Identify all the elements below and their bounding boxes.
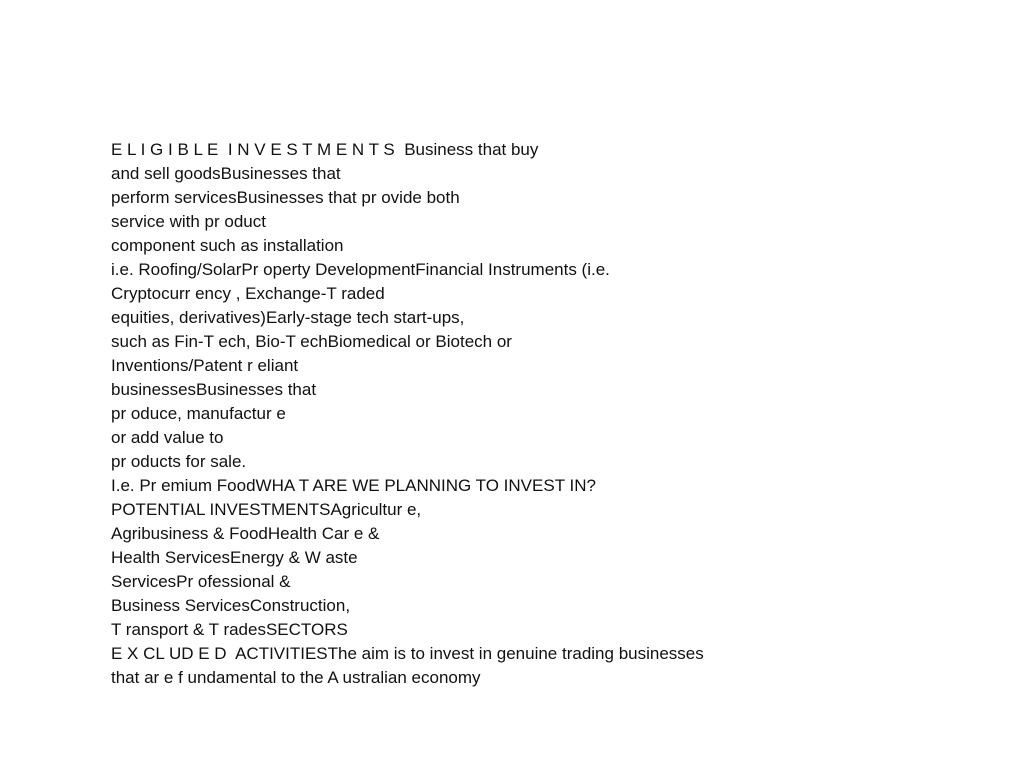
text-line: component such as installation bbox=[111, 236, 344, 255]
slide-text-block bbox=[111, 138, 991, 690]
text-line: pr oduce, manufactur e bbox=[111, 404, 286, 423]
text-line: service with pr oduct bbox=[111, 212, 266, 231]
text-line: equities, derivatives)Early-stage tech start-ups, bbox=[111, 308, 465, 327]
text-line: Business ServicesConstruction, bbox=[111, 596, 351, 615]
text-line: I.e. Pr emium FoodWHA T ARE WE PLANNING TO INVEST IN? bbox=[111, 476, 596, 495]
text-line: businessesBusinesses that bbox=[111, 380, 317, 399]
text-line: Cryptocurr ency , Exchange-T raded bbox=[111, 284, 385, 303]
text-line: that ar e f undamental to the A ustralian economy bbox=[111, 668, 481, 687]
text-line: pr oducts for sale. bbox=[111, 452, 247, 471]
text-line: such as Fin-T ech, Bio-T echBiomedical or Biotech or bbox=[111, 332, 512, 351]
text-line: or add value to bbox=[111, 428, 224, 447]
text-line: T ransport & T radesSECTORS bbox=[111, 620, 348, 639]
text-line: E L I G I B L E I N V E S T M E N T S Business that buy bbox=[111, 140, 539, 159]
text-line: E X CL UD E D ACTIVITIESThe aim is to invest in genuine trading businesses bbox=[111, 644, 704, 663]
text-line: Agribusiness & FoodHealth Car e & bbox=[111, 524, 380, 543]
text-line: i.e. Roofing/SolarPr operty DevelopmentFinancial Instruments (i.e. bbox=[111, 260, 610, 279]
text-line: Inventions/Patent r eliant bbox=[111, 356, 299, 375]
text-line: perform servicesBusinesses that pr ovide both bbox=[111, 188, 460, 207]
text-line: POTENTIAL INVESTMENTSAgricultur e, bbox=[111, 500, 422, 519]
text-line: and sell goodsBusinesses that bbox=[111, 164, 341, 183]
text-line: Health ServicesEnergy & W aste bbox=[111, 548, 358, 567]
text-line: ServicesPr ofessional & bbox=[111, 572, 291, 591]
